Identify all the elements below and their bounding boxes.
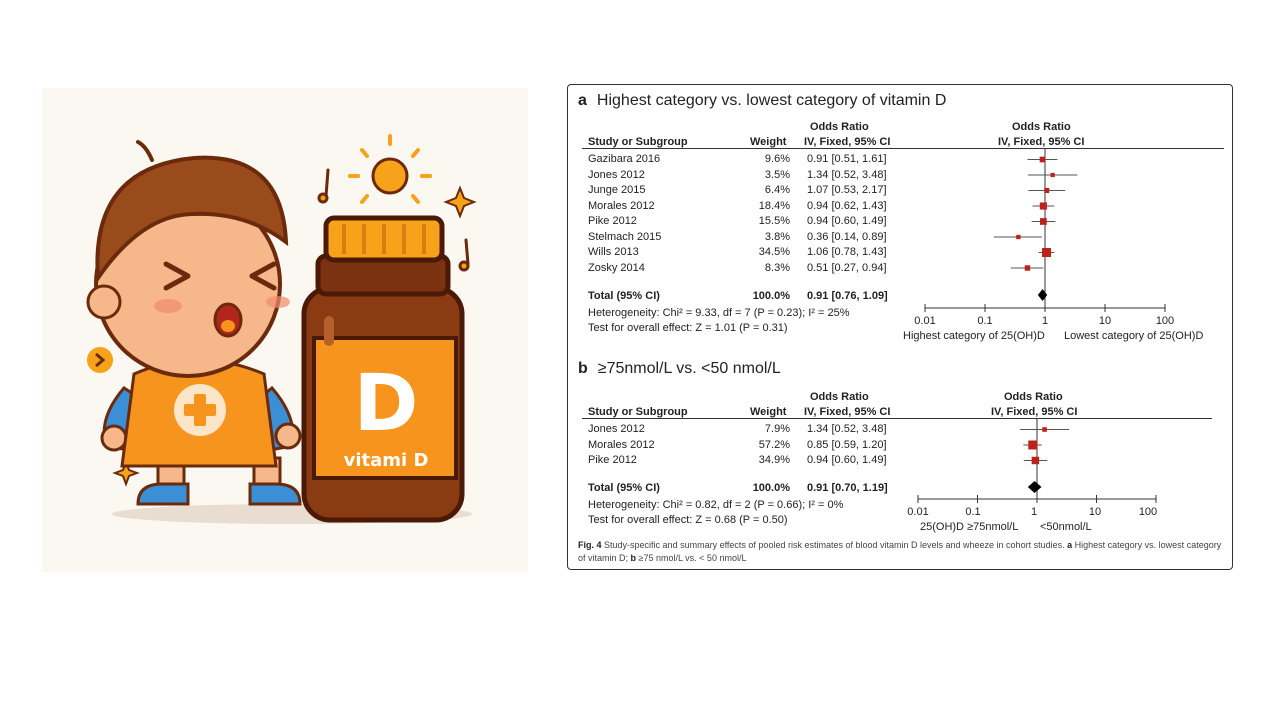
axis-tick-label: 10 (1098, 315, 1112, 327)
plus-cross-icon (174, 384, 226, 436)
sun-icon (350, 136, 430, 202)
study-weight: 34.9% (758, 454, 790, 466)
figure-caption (578, 539, 1226, 564)
total-ci: 0.91 [0.70, 1.19] (807, 482, 888, 494)
chevron-badge-icon (87, 347, 113, 373)
col-weight-header: Weight (750, 406, 787, 418)
axis-tick-label: 1 (1030, 506, 1038, 518)
panel-letter: b (578, 360, 588, 377)
col-or-title: Odds Ratio (810, 391, 869, 403)
study-weight: 3.8% (764, 230, 790, 243)
panel-letter: a (578, 92, 587, 109)
panel-title: ≥75nmol/L vs. <50 nmol/L (597, 360, 781, 377)
study-name: Pike 2012 (588, 454, 637, 466)
study-name: Gazibara 2016 (588, 153, 661, 165)
favours-left-label: 25(OH)D ≥75nmol/L (920, 521, 1019, 533)
col-or-title: Odds Ratio (810, 121, 869, 133)
col-weight-header: Weight (750, 136, 787, 148)
study-ci: 1.34 [0.52, 3.48] (807, 168, 887, 181)
caption-a-text: Highest category vs. lowest category of vitamin D; (578, 540, 1222, 563)
study-name: Wills 2013 (588, 246, 639, 258)
caption-b-label: b (630, 552, 637, 563)
study-ci: 1.07 [0.53, 2.17] (807, 184, 887, 196)
total-ci: 0.91 [0.76, 1.09] (807, 290, 888, 302)
study-weight: 7.9% (764, 423, 790, 435)
boy-with-vitamin-bottle-image (42, 88, 528, 572)
boy-crying-icon (88, 142, 300, 504)
point-estimate (1042, 427, 1047, 432)
heterogeneity-text: Heterogeneity: Chi² = 0.82, df = 2 (P = 0.66); I² = 0% (588, 499, 844, 511)
pooled-diamond (1028, 481, 1042, 493)
axis-tick-label: 0.1 (977, 315, 993, 327)
favours-right-label: <50nmol/L (1040, 521, 1092, 533)
axis-tick-label: 0.01 (907, 506, 929, 518)
study-name: Jones 2012 (588, 423, 645, 435)
study-name: Stelmach 2015 (588, 230, 662, 243)
study-weight: 3.5% (764, 168, 790, 181)
study-ci: 1.06 [0.78, 1.43] (807, 246, 887, 258)
overall-effect-text: Test for overall effect: Z = 0.68 (P = 0.50) (588, 514, 788, 526)
bottle-letter: D (353, 359, 419, 449)
study-ci: 0.36 [0.14, 0.89] (807, 230, 887, 243)
axis-tick-label: 0.1 (965, 506, 981, 518)
col-or-subheader: IV, Fixed, 95% CI (804, 406, 891, 418)
study-weight: 57.2% (758, 438, 790, 451)
study-ci: 0.94 [0.60, 1.49] (807, 215, 887, 227)
overall-effect-text: Test for overall effect: Z = 1.01 (P = 0.31) (588, 322, 788, 334)
col-study-header: Study or Subgroup (588, 406, 688, 418)
axis-tick-label: 10 (1088, 506, 1102, 518)
study-weight: 9.6% (764, 153, 790, 165)
point-estimate (1028, 441, 1037, 450)
col-or-subheader: IV, Fixed, 95% CI (804, 136, 891, 148)
plot-col-title: Odds Ratio (1004, 391, 1063, 403)
study-name: Junge 2015 (588, 184, 646, 196)
study-ci: 1.34 [0.52, 3.48] (807, 423, 887, 435)
study-weight: 8.3% (764, 261, 790, 274)
study-name: Pike 2012 (588, 215, 637, 227)
study-ci: 0.91 [0.51, 1.61] (807, 153, 887, 165)
study-ci: 0.85 [0.59, 1.20] (807, 438, 887, 451)
bottle-label: vitami D (343, 450, 429, 471)
vitamin-bottle-icon (304, 218, 462, 520)
axis-tick-label: 1 (1041, 315, 1049, 327)
favours-right-label: Lowest category of 25(OH)D (1064, 330, 1204, 342)
total-weight: 100.0% (752, 482, 790, 494)
panel-title: Highest category vs. lowest category of vitamin D (596, 92, 947, 109)
point-estimate (1032, 457, 1039, 464)
vitamin-d-illustration (42, 88, 528, 572)
study-weight: 6.4% (764, 184, 790, 196)
study-weight: 34.5% (758, 246, 790, 258)
plot-col-title: Odds Ratio (1012, 121, 1071, 133)
study-name: Morales 2012 (588, 438, 655, 451)
total-label: Total (95% CI) (588, 482, 660, 494)
caption-text: Study-specific and summary effects of pooled risk estimates of blood vitamin D levels and wheeze in cohort studies. (604, 540, 1065, 550)
study-weight: 15.5% (758, 215, 790, 227)
total-label: Total (95% CI) (588, 290, 660, 302)
study-ci: 0.94 [0.62, 1.43] (807, 199, 887, 212)
study-ci: 0.51 [0.27, 0.94] (807, 261, 887, 274)
heterogeneity-text: Heterogeneity: Chi² = 9.33, df = 7 (P = 0.23); I² = 25% (588, 307, 850, 319)
study-ci: 0.94 [0.60, 1.49] (807, 454, 887, 466)
axis-tick-label: 100 (1138, 506, 1158, 518)
study-weight: 18.4% (758, 199, 790, 212)
axis-tick-label: 0.01 (914, 315, 936, 327)
col-study-header: Study or Subgroup (588, 136, 688, 148)
total-weight: 100.0% (752, 290, 790, 302)
plot-col-subheader: IV, Fixed, 95% CI (998, 136, 1085, 148)
forest-plot-b (568, 85, 1234, 535)
caption-label: Fig. 4 (578, 540, 602, 550)
axis-tick-label: 100 (1155, 315, 1175, 327)
caption-b-text: ≥75 nmol/L vs. < 50 nmol/L (638, 552, 747, 563)
study-name: Morales 2012 (588, 199, 655, 212)
favours-left-label: Highest category of 25(OH)D (903, 330, 1045, 342)
study-name: Zosky 2014 (588, 261, 645, 274)
sparkle-icon (446, 188, 474, 216)
caption-a-label: a (1067, 540, 1073, 550)
study-name: Jones 2012 (588, 168, 645, 181)
forest-plot-figure (567, 84, 1233, 570)
plot-col-subheader: IV, Fixed, 95% CI (991, 406, 1078, 418)
